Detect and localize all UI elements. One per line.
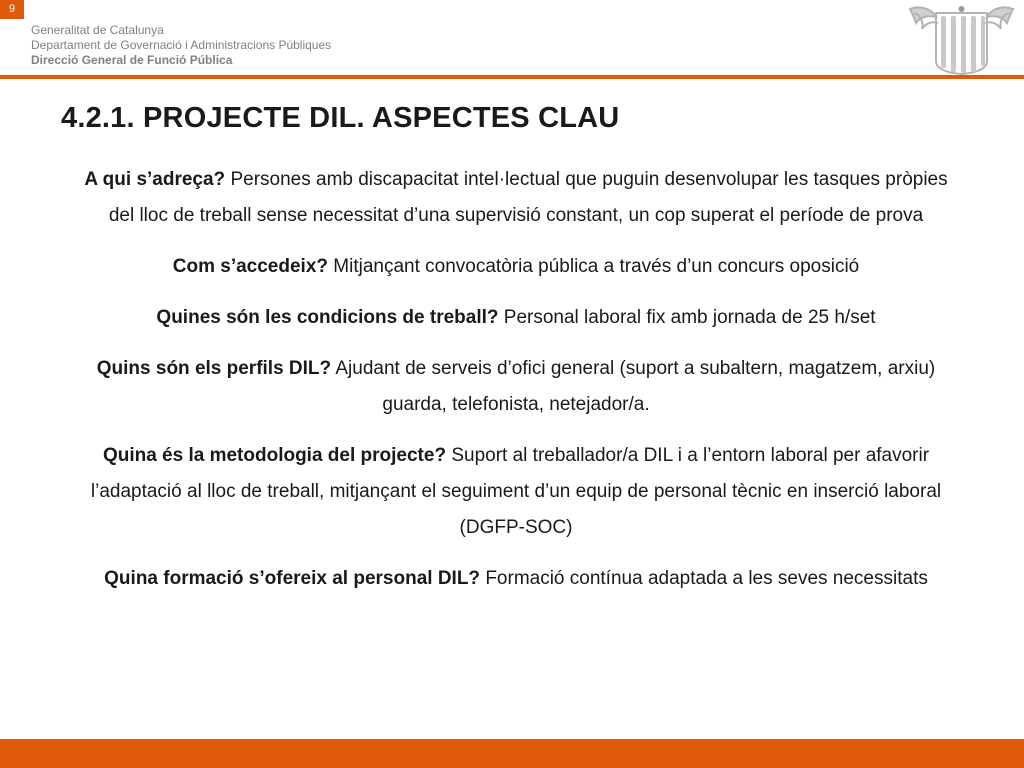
question: Com s’accedeix? (172, 256, 328, 277)
qa-item-formacio (70, 561, 962, 597)
answer: Mitjançant convocatòria pública a través d’un concurs oposició (333, 256, 860, 277)
header-divider (0, 75, 1024, 79)
slide-title: 4.2.1. PROJECTE DIL. ASPECTES CLAU (61, 102, 620, 134)
header-line-generalitat: Generalitat de Catalunya (31, 23, 164, 37)
question: Quina és la metodologia del projecte? (102, 445, 447, 466)
question: Quines són les condicions de treball? (156, 307, 499, 328)
answer: Ajudant de serveis d’ofici general (suport a subaltern, magatzem, arxiu) guarda, telefonista, netejador/a. (335, 358, 936, 415)
qa-item-acces (70, 249, 962, 285)
answer: Suport al treballador/a DIL i a l’entorn laboral per afavorir l’adaptació al lloc de treball, mitjançant el seguiment d’un equip de personal tècnic en inserció laboral (DGFP-SOC) (90, 445, 942, 538)
slide-number: 9 (0, 0, 24, 19)
qa-item-perfils (70, 351, 962, 423)
qa-item-adressa (70, 162, 962, 234)
qa-item-condicions (70, 300, 962, 336)
question: Quins són els perfils DIL? (96, 358, 332, 379)
header-line-directorate: Direcció General de Funció Pública (31, 53, 233, 67)
header-line-department: Departament de Governació i Administracions Públiques (31, 38, 332, 52)
header-organization (31, 23, 331, 68)
qa-item-metodologia (70, 438, 962, 546)
question: Quina formació s’ofereix al personal DIL? (104, 568, 481, 589)
question: A qui s’adreça? (84, 169, 226, 190)
answer: Personal laboral fix amb jornada de 25 h/set (503, 307, 876, 328)
generalitat-emblem-icon (906, 3, 1017, 76)
footer-bar (0, 739, 1024, 768)
qa-list (70, 162, 962, 612)
answer: Persones amb discapacitat intel·lectual que puguin desenvolupar les tasques pròpies del lloc de treball sense necessitat d’una supervisió constant, un cop superat el període de prova (108, 169, 948, 226)
answer: Formació contínua adaptada a les seves necessitats (485, 568, 928, 589)
